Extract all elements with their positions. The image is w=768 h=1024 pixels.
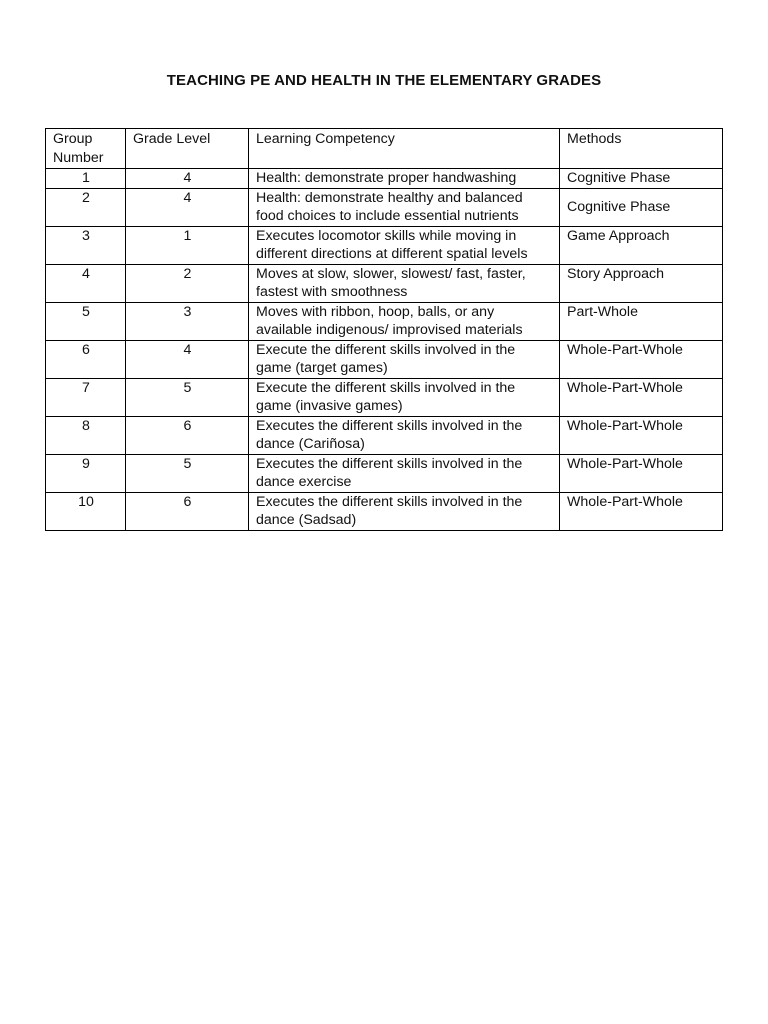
cell-grade: 2 bbox=[126, 264, 249, 302]
cell-group: 1 bbox=[46, 169, 126, 189]
cell-competency: Executes locomotor skills while moving in different directions at different spatial levels bbox=[249, 226, 560, 264]
cell-method: Story Approach bbox=[560, 264, 723, 302]
cell-method: Whole-Part-Whole bbox=[560, 378, 723, 416]
competency-table bbox=[45, 128, 723, 531]
cell-group: 7 bbox=[46, 378, 126, 416]
cell-method: Game Approach bbox=[560, 226, 723, 264]
cell-method: Part-Whole bbox=[560, 302, 723, 340]
table-body bbox=[46, 169, 723, 531]
cell-method: Whole-Part-Whole bbox=[560, 492, 723, 530]
cell-grade: 4 bbox=[126, 340, 249, 378]
table-row bbox=[46, 340, 723, 378]
cell-group: 5 bbox=[46, 302, 126, 340]
cell-method: Cognitive Phase bbox=[560, 169, 723, 189]
table-header bbox=[46, 129, 723, 169]
cell-method: Whole-Part-Whole bbox=[560, 416, 723, 454]
cell-competency: Executes the different skills involved in the dance (Sadsad) bbox=[249, 492, 560, 530]
cell-competency: Moves with ribbon, hoop, balls, or any available indigenous/ improvised materials bbox=[249, 302, 560, 340]
cell-grade: 6 bbox=[126, 416, 249, 454]
table-row bbox=[46, 378, 723, 416]
cell-grade: 4 bbox=[126, 169, 249, 189]
cell-competency: Moves at slow, slower, slowest/ fast, faster, fastest with smoothness bbox=[249, 264, 560, 302]
cell-method: Whole-Part-Whole bbox=[560, 340, 723, 378]
table-row bbox=[46, 188, 723, 226]
table-row bbox=[46, 226, 723, 264]
cell-group: 4 bbox=[46, 264, 126, 302]
cell-grade: 3 bbox=[126, 302, 249, 340]
table-header-row bbox=[46, 129, 723, 169]
cell-group: 3 bbox=[46, 226, 126, 264]
cell-group: 2 bbox=[46, 188, 126, 226]
cell-group: 10 bbox=[46, 492, 126, 530]
cell-method: Cognitive Phase bbox=[560, 188, 723, 226]
cell-competency: Execute the different skills involved in the game (target games) bbox=[249, 340, 560, 378]
cell-group: 9 bbox=[46, 454, 126, 492]
table-row bbox=[46, 492, 723, 530]
cell-grade: 6 bbox=[126, 492, 249, 530]
table-row bbox=[46, 416, 723, 454]
page-title: TEACHING PE AND HEALTH IN THE ELEMENTARY GRADES bbox=[166, 72, 602, 89]
cell-method: Whole-Part-Whole bbox=[560, 454, 723, 492]
cell-competency: Health: demonstrate healthy and balanced food choices to include essential nutrients bbox=[249, 188, 560, 226]
cell-grade: 1 bbox=[126, 226, 249, 264]
cell-competency: Health: demonstrate proper handwashing bbox=[249, 169, 560, 189]
cell-grade: 5 bbox=[126, 378, 249, 416]
cell-group: 8 bbox=[46, 416, 126, 454]
cell-grade: 4 bbox=[126, 188, 249, 226]
table-row bbox=[46, 302, 723, 340]
table-row bbox=[46, 264, 723, 302]
cell-group: 6 bbox=[46, 340, 126, 378]
table-row bbox=[46, 169, 723, 189]
table-row bbox=[46, 454, 723, 492]
header-grade-level: Grade Level bbox=[126, 129, 249, 169]
cell-competency: Executes the different skills involved in the dance (Cariñosa) bbox=[249, 416, 560, 454]
cell-grade: 5 bbox=[126, 454, 249, 492]
cell-competency: Execute the different skills involved in the game (invasive games) bbox=[249, 378, 560, 416]
header-group-number: Group Number bbox=[46, 129, 126, 169]
cell-competency: Executes the different skills involved in the dance exercise bbox=[249, 454, 560, 492]
header-methods: Methods bbox=[560, 129, 723, 169]
header-learning-competency: Learning Competency bbox=[249, 129, 560, 169]
